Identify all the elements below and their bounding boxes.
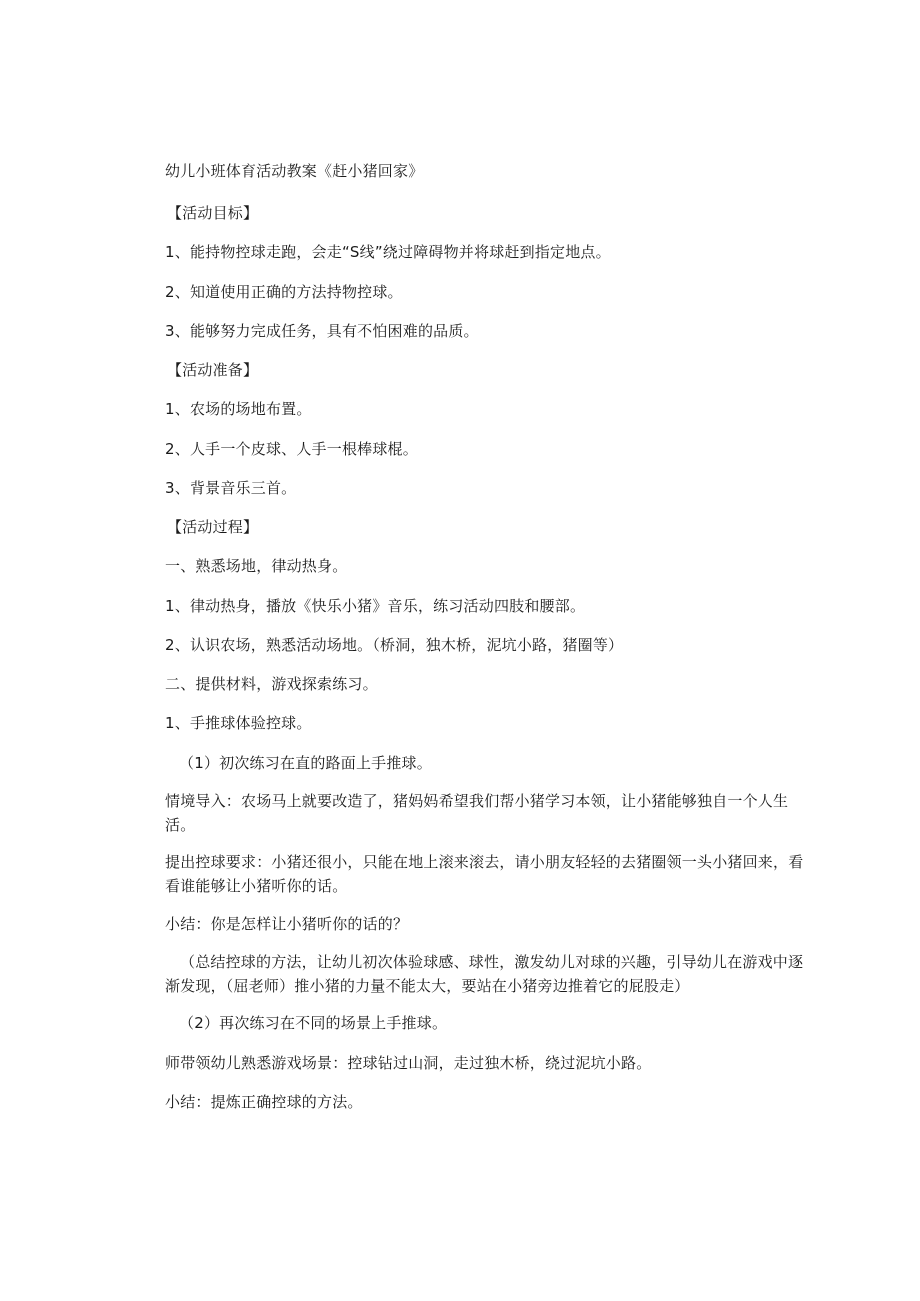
- process-step2: （2）再次练习在不同的场景上手推球。: [179, 1014, 448, 1032]
- process-step1: （1）初次练习在直的路面上手推球。: [179, 754, 432, 772]
- process-part1-title: 一、熟悉场地，律动热身。: [165, 557, 348, 575]
- summary-2: 小结：提炼正确控球的方法。: [165, 1093, 363, 1111]
- prep-item: 3、背景音乐三首。: [165, 479, 297, 497]
- process-part1-item: 2、认识农场，熟悉活动场地。（桥洞，独木桥，泥坑小路，猪圈等）: [165, 636, 624, 654]
- note-paragraph: （总结控球的方法，让幼儿初次体验球感、球性，激发幼儿对球的兴趣，引导幼儿在游戏中逐渐发现，（屈老师）推小猪的力量不能太大，要站在小猪旁边推着它的屁股走）: [165, 953, 804, 995]
- prep-heading: 【活动准备】: [167, 361, 259, 379]
- goal-item: 2、知道使用正确的方法持物控球。: [165, 283, 403, 301]
- situation-paragraph: 情境导入：农场马上就要改造了，猪妈妈希望我们帮小猪学习本领，让小猪能够独自一个人生活。: [165, 792, 789, 834]
- requirement-paragraph: 提出控球要求：小猪还很小，只能在地上滚来滚去，请小朋友轻轻的去猪圈领一头小猪回来，看看谁能够让小猪听你的话。: [165, 853, 804, 895]
- process-part2-title: 二、提供材料，游戏探索练习。: [165, 675, 378, 693]
- teacher-line: 师带领幼儿熟悉游戏场景：控球钻过山洞，走过独木桥，绕过泥坑小路。: [165, 1054, 652, 1072]
- process-part1-item: 1、律动热身，播放《快乐小猪》音乐，练习活动四肢和腰部。: [165, 597, 586, 615]
- prep-item: 1、农场的场地布置。: [165, 400, 312, 418]
- process-part2-sub1: 1、手推球体验控球。: [165, 714, 312, 732]
- document-title: 幼儿小班体育活动教案《赶小猪回家》: [165, 162, 424, 180]
- goal-item: 3、能够努力完成任务，具有不怕困难的品质。: [165, 322, 479, 340]
- goals-heading: 【活动目标】: [167, 204, 259, 222]
- summary-1: 小结：你是怎样让小猪听你的话的？: [165, 915, 409, 933]
- prep-item: 2、人手一个皮球、人手一根棒球棍。: [165, 440, 418, 458]
- goal-item: 1、能持物控球走跑，会走“S线”绕过障碍物并将球赶到指定地点。: [165, 243, 611, 261]
- process-heading: 【活动过程】: [167, 518, 259, 536]
